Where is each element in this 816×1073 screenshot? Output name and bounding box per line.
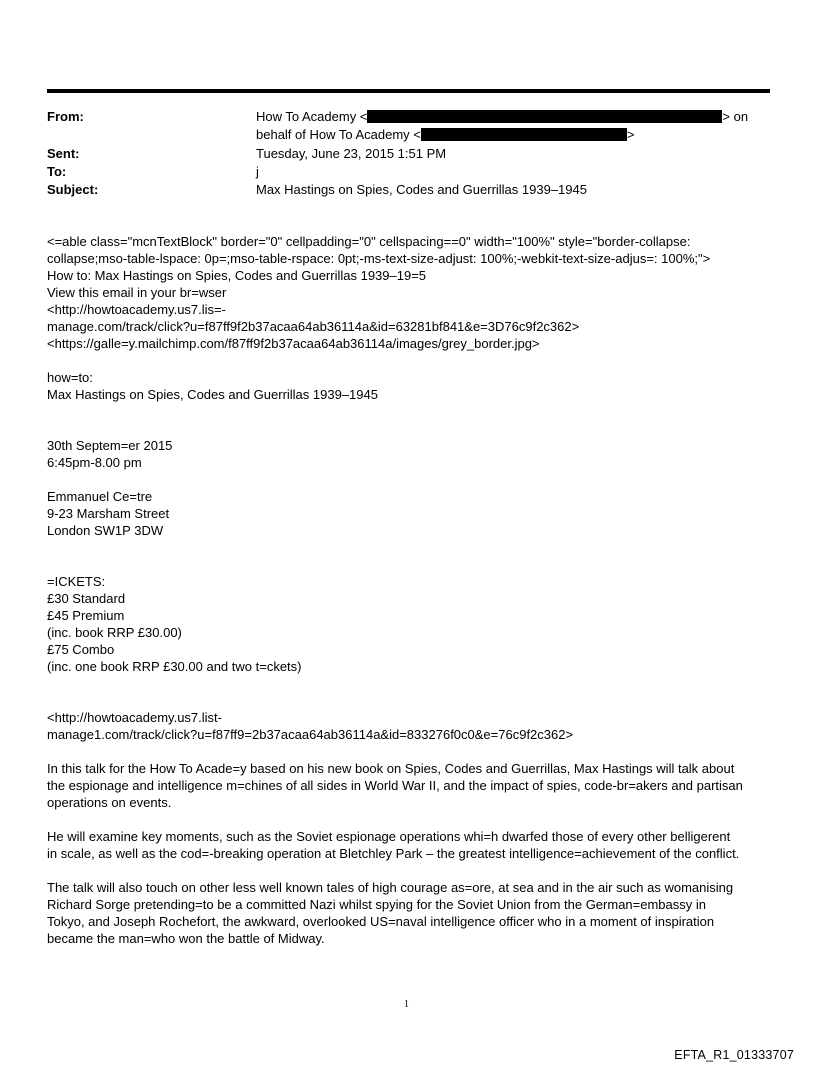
email-body <box>47 233 771 947</box>
ticket-option: £75 Combo <box>47 642 115 657</box>
view-in-browser-link[interactable]: View this email in your br=wser <box>47 285 227 300</box>
from-value-line2 <box>256 127 634 142</box>
paragraph-line: the espionage and intelligence m=chines of all sides in World War II, and the impact of spies, code-br=akers and partisan <box>47 778 743 793</box>
event-time: 6:45pm-8.00 pm <box>47 455 142 470</box>
from-line2-start: behalf of How To Academy < <box>256 127 421 142</box>
ticket-option: £45 Premium <box>47 608 125 623</box>
redaction-block <box>367 110 722 123</box>
venue-line: Emmanuel Ce=tre <box>47 489 153 504</box>
html-line: <=able class="mcnTextBlock" border="0" cellpadding="0" cellspacing==0" width="100%" style="border-collapse: <box>47 234 691 249</box>
sent-label: Sent: <box>47 146 80 161</box>
from-line2-end: > <box>626 127 635 142</box>
paragraph-line: In this talk for the How To Acade=y based on his new book on Spies, Codes and Guerrillas, Max Hastings will talk about <box>47 761 735 776</box>
from-label: From: <box>47 109 84 124</box>
venue-line: 9-23 Marsham Street <box>47 506 170 521</box>
paragraph-line: The talk will also touch on other less well known tales of high courage as=ore, at sea and in the air such as womanising <box>47 880 734 895</box>
event-title: Max Hastings on Spies, Codes and Guerrillas 1939–1945 <box>47 387 378 402</box>
paragraph-line: operations on events. <box>47 795 172 810</box>
tracking-link[interactable]: manage.com/track/click?u=f87ff9f2b37acaa64ab36114a&id=63281bf841&e=3D76c9f2c362> <box>47 319 580 334</box>
ticket-option: £30 Standard <box>47 591 126 606</box>
subject-label: Subject: <box>47 182 99 197</box>
paragraph-line: Tokyo, and Joseph Rochefort, the awkward, overlooked US=naval intelligence officer who in a moment of inspiration <box>47 914 715 929</box>
venue-line: London SW1P 3DW <box>47 523 164 538</box>
header-rule <box>47 89 770 93</box>
from-value-start: How To Academy < <box>256 109 368 124</box>
to-label: To: <box>47 164 67 179</box>
booking-link[interactable]: <http://howtoacademy.us7.list- <box>47 710 222 725</box>
tracking-link[interactable]: <http://howtoacademy.us7.lis=- <box>47 302 226 317</box>
howto-label: how=to: <box>47 370 93 385</box>
bates-number: EFTA_R1_01333707 <box>674 1048 794 1062</box>
paragraph-line: Richard Sorge pretending=to be a committed Nazi whilst spying for the Soviet Union from the German=embassy in <box>47 897 706 912</box>
ticket-note: (inc. one book RRP £30.00 and two t=ckets) <box>47 659 302 674</box>
from-value <box>256 109 771 124</box>
ticket-note: (inc. book RRP £30.00) <box>47 625 182 640</box>
subject-value: Max Hastings on Spies, Codes and Guerrillas 1939–1945 <box>256 182 587 197</box>
tickets-label: =ICKETS: <box>47 574 106 589</box>
paragraph-line: He will examine key moments, such as the Soviet espionage operations whi=h dwarfed those of every other belligerent <box>47 829 731 844</box>
image-link[interactable]: <https://galle=y.mailchimp.com/f87ff9f2b37acaa64ab36114a/images/grey_border.jpg> <box>47 336 540 351</box>
paragraph-line: became the man=who won the battle of Midway. <box>47 931 325 946</box>
booking-link[interactable]: manage1.com/track/click?u=f87ff9=2b37acaa64ab36114a&id=833276f0c0&e=76c9f2c362> <box>47 727 574 742</box>
to-value: j <box>256 164 259 179</box>
sent-value: Tuesday, June 23, 2015 1:51 PM <box>256 146 447 161</box>
event-date: 30th Septem=er 2015 <box>47 438 173 453</box>
html-line: collapse;mso-table-lspace: 0p=;mso-table-rspace: 0pt;-ms-text-size-adjust: 100%;-webkit-text-size-adjus=: 100%;"> <box>47 251 711 266</box>
howto-line: How to: Max Hastings on Spies, Codes and Guerrillas 1939–19=5 <box>47 268 427 283</box>
from-value-end: > on <box>722 109 749 124</box>
redaction-block <box>421 128 627 141</box>
page-number: 1 <box>404 999 409 1010</box>
paragraph-line: in scale, as well as the cod=-breaking operation at Bletchley Park – the greatest intelligence=achievement of the conflict. <box>47 846 740 861</box>
